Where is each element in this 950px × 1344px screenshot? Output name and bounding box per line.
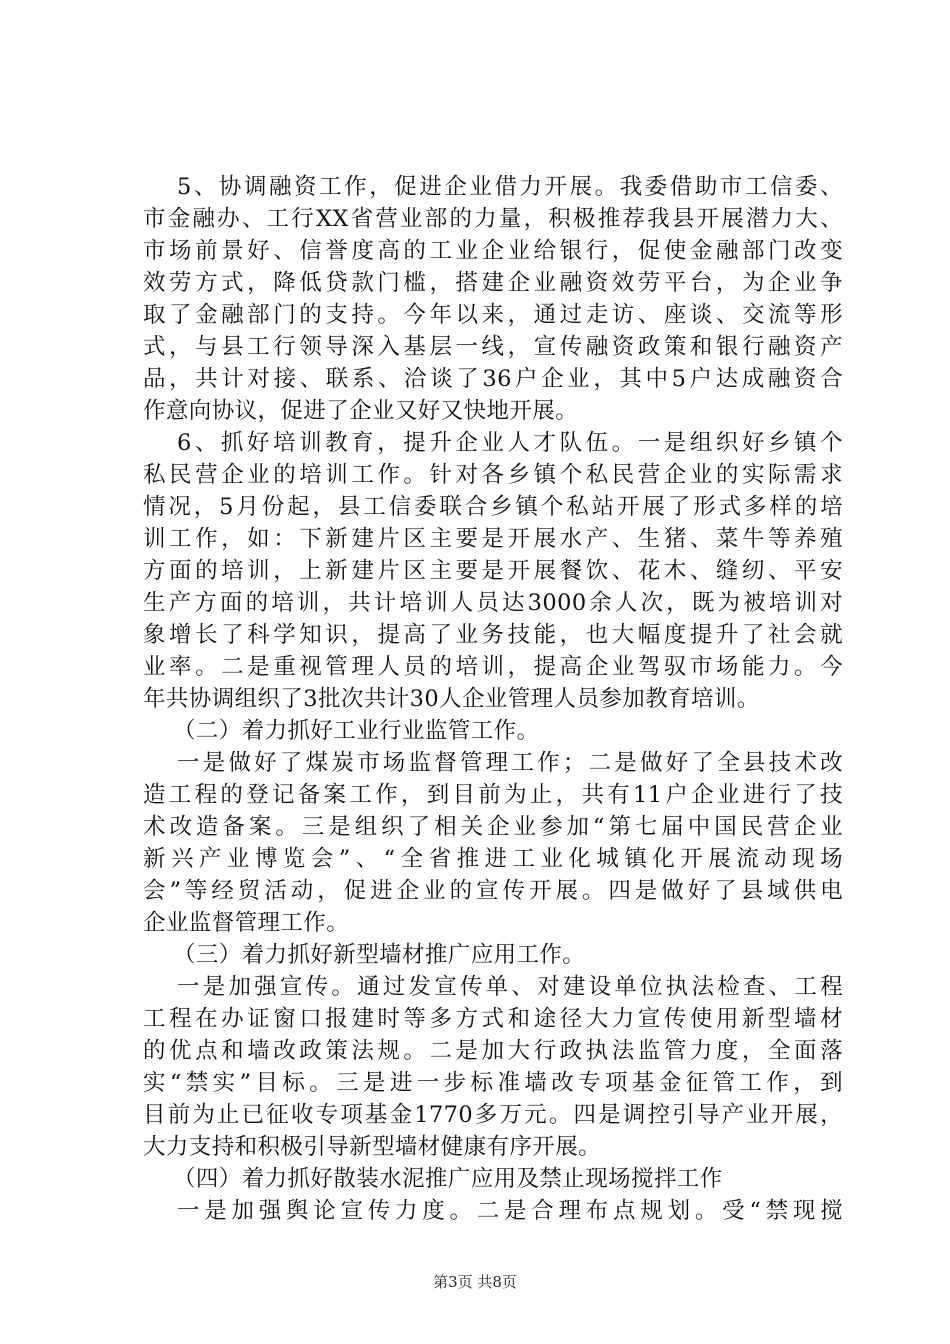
paragraph-6-line: 象增长了科学知识，提高了业务技能，也大幅度提升了社会就 bbox=[143, 622, 843, 648]
section-2-line: 企业监督管理工作。 bbox=[143, 910, 350, 936]
paragraph-6-line: 业率。二是重视管理人员的培训，提高企业驾驭市场能力。今 bbox=[143, 654, 843, 680]
section-3-line: 大力支持和积极引导新型墙材健康有序开展。 bbox=[143, 1134, 602, 1160]
section-2-line: 会”等经贸活动，促进企业的宣传开展。四是做好了县域供电 bbox=[143, 878, 843, 904]
section-2-line: 术改造备案。三是组织了相关企业参加“第七届中国民营企业 bbox=[143, 814, 843, 840]
paragraph-6-line: 私民营企业的培训工作。针对各乡镇个私民营企业的实际需求 bbox=[143, 462, 843, 488]
paragraph-5-line: 取了金融部门的支持。今年以来，通过走访、座谈、交流等形 bbox=[143, 302, 843, 328]
paragraph-5-line: 市金融办、工行XX省营业部的力量，积极推荐我县开展潜力大、 bbox=[143, 206, 843, 232]
paragraph-5-line: 5、协调融资工作，促进企业借力开展。我委借助市工信委、 bbox=[177, 174, 843, 200]
paragraph-6-line: 方面的培训，上新建片区主要是开展餐饮、花木、缝纫、平安 bbox=[143, 558, 843, 584]
paragraph-5-line: 效劳方式，降低贷款门槛，搭建企业融资效劳平台，为企业争 bbox=[143, 270, 843, 296]
paragraph-6-line: 训工作，如：下新建片区主要是开展水产、生猪、菜牛等养殖 bbox=[143, 526, 843, 552]
paragraph-6-line: 6、抓好培训教育，提升企业人才队伍。一是组织好乡镇个 bbox=[177, 430, 843, 456]
section-heading-3: （三）着力抓好新型墙材推广应用工作。 bbox=[173, 942, 586, 968]
section-3-line: 目前为止已征收专项基金1770多万元。四是调控引导产业开展， bbox=[143, 1102, 843, 1128]
section-2-line: 造工程的登记备案工作，到目前为止，共有11户企业进行了技 bbox=[143, 782, 843, 808]
paragraph-6-line: 生产方面的培训，共计培训人员达3000余人次，既为被培训对 bbox=[143, 590, 843, 616]
paragraph-5-line: 市场前景好、信誉度高的工业企业给银行，促使金融部门改变 bbox=[143, 238, 843, 264]
paragraph-5-line: 作意向协议，促进了企业又好又快地开展。 bbox=[143, 398, 579, 424]
page-number-footer: 第3页 共8页 bbox=[433, 1273, 517, 1291]
document-body bbox=[143, 171, 843, 1227]
section-2-line: 新兴产业博览会”、“全省推进工业化城镇化开展流动现场 bbox=[143, 846, 843, 872]
paragraph-6-line: 情况，5月份起，县工信委联合乡镇个私站开展了形式多样的培 bbox=[143, 494, 843, 520]
section-3-line: 实“禁实”目标。三是进一步标准墙改专项基金征管工作，到 bbox=[143, 1070, 843, 1096]
section-heading-4: （四）着力抓好散装水泥推广应用及禁止现场搅拌工作 bbox=[173, 1166, 723, 1192]
section-heading-2: （二）着力抓好工业行业监管工作。 bbox=[173, 718, 540, 744]
paragraph-6-line: 年共协调组织了3批次共计30人企业管理人员参加教育培训。 bbox=[143, 686, 760, 712]
section-4-line: 一是加强舆论宣传力度。二是合理布点规划。受“禁现搅 bbox=[177, 1198, 843, 1224]
section-3-line: 的优点和墙改政策法规。二是加大行政执法监管力度，全面落 bbox=[143, 1038, 843, 1064]
paragraph-5-line: 品，共计对接、联系、洽谈了36户企业，其中5户达成融资合 bbox=[143, 366, 843, 392]
section-2-line: 一是做好了煤炭市场监督管理工作；二是做好了全县技术改 bbox=[177, 750, 843, 776]
section-3-line: 一是加强宣传。通过发宣传单、对建设单位执法检查、工程 bbox=[177, 974, 843, 1000]
paragraph-5-line: 式，与县工行领导深入基层一线，宣传融资政策和银行融资产 bbox=[143, 334, 843, 360]
section-3-line: 工程在办证窗口报建时等多方式和途径大力宣传使用新型墙材 bbox=[143, 1006, 843, 1032]
